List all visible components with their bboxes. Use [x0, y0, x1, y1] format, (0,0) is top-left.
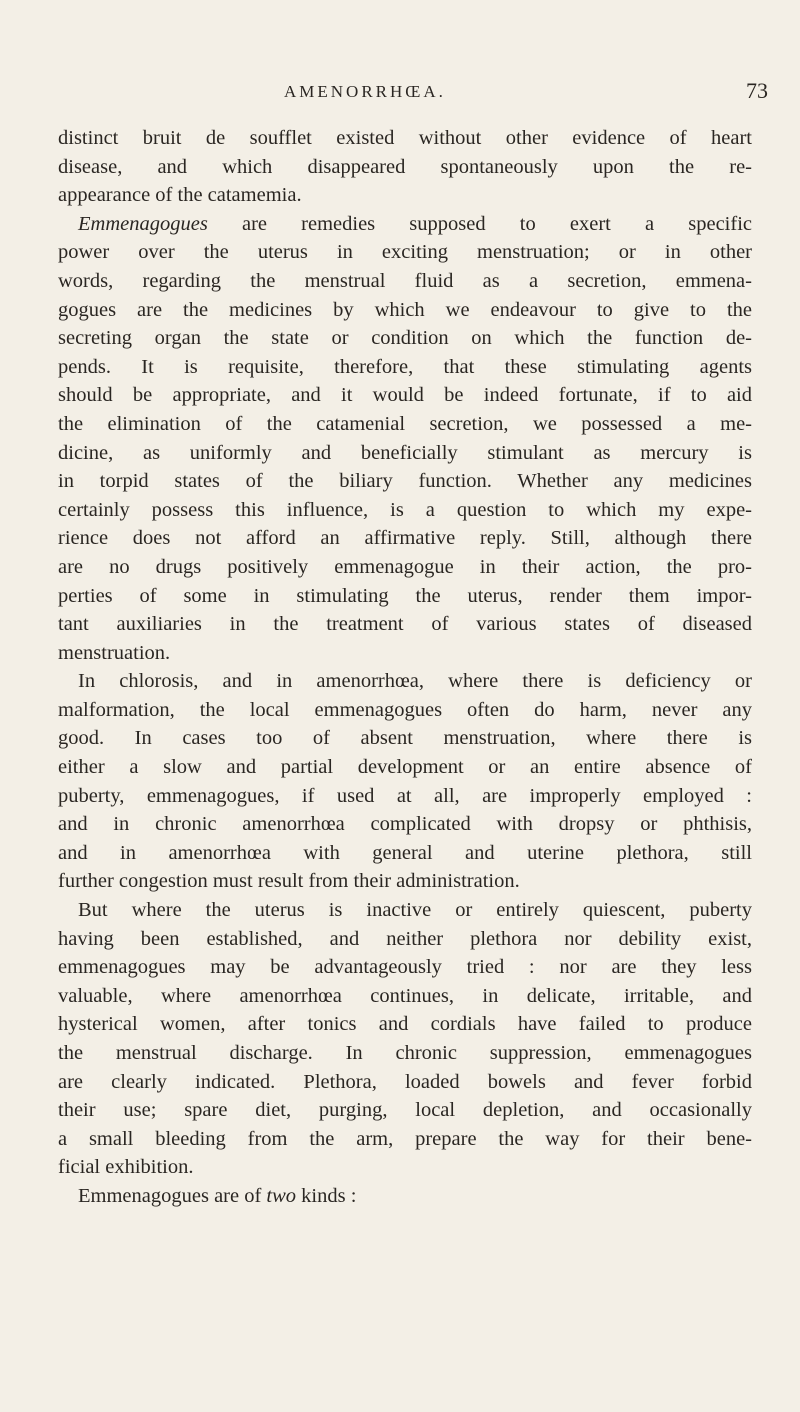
- text-line: the menstrual discharge. In chronic suppression, emmenagogues: [58, 1042, 752, 1064]
- text-fragment: remedies supposed to exert a specific: [301, 212, 752, 235]
- text-line: and in amenorrhœa with general and uterine plethora, still: [58, 841, 752, 864]
- text-line: gogues are the medicines by which we endeavour to give to the: [58, 298, 752, 321]
- text-line: further congestion must result from their administration.: [58, 870, 520, 893]
- text-word: are: [241, 212, 267, 235]
- text-line: appearance of the catamemia.: [58, 184, 302, 207]
- body-text: [58, 124, 752, 1211]
- text-line: a small bleeding from the arm, prepare the way for their bene-: [58, 1127, 752, 1150]
- text-line: secreting organ the state or condition on which the function de-: [58, 327, 752, 350]
- text-line: perties of some in stimulating the uterus, render them impor-: [58, 584, 752, 607]
- text-line: hysterical women, after tonics and cordials have failed to produce: [58, 1013, 752, 1036]
- text-line: disease, and which disappeared spontaneously upon the re-: [58, 155, 752, 178]
- text-line: should be appropriate, and it would be indeed fortunate, if to aid: [58, 384, 752, 407]
- text-line: pends. It is requisite, therefore, that these stimulating agents: [58, 355, 752, 378]
- text-line: malformation, the local emmenagogues often do harm, never any: [58, 698, 752, 721]
- text-line: are clearly indicated. Plethora, loaded bowels and fever forbid: [58, 1070, 752, 1093]
- text-line: having been established, and neither plethora nor debility exist,: [58, 927, 752, 950]
- text-line: distinct bruit de soufflet existed without other evidence of heart: [58, 127, 752, 149]
- text-line: But where the uterus is inactive or entirely quiescent, puberty: [78, 899, 752, 922]
- text-line: the elimination of the catamenial secretion, we possessed a me-: [58, 412, 752, 435]
- text-line: are no drugs positively emmenagogue in their action, the pro-: [58, 555, 752, 578]
- text-line: [58, 1182, 752, 1211]
- text-line: in torpid states of the biliary function. Whether any medicines: [58, 470, 752, 493]
- text-line: words, regarding the menstrual fluid as a secretion, emmena-: [58, 269, 752, 292]
- text-line: dicine, as uniformly and beneficially stimulant as mercury is: [58, 441, 752, 464]
- text-line: emmenagogues may be advantageously tried : nor are they less: [58, 956, 752, 979]
- text-fragment: Emmenagogues are of: [78, 1184, 262, 1207]
- text-line: ficial exhibition.: [58, 1156, 194, 1179]
- text-line: either a slow and partial development or an entire absence of: [58, 756, 752, 779]
- text-fragment: kinds :: [301, 1184, 357, 1207]
- text-line: tant auxiliaries in the treatment of various states of diseased: [58, 613, 752, 636]
- running-title: AMENORRHŒA.: [284, 82, 446, 101]
- text-line: In chlorosis, and in amenorrhœa, where there is deficiency or: [78, 670, 752, 693]
- text-line: certainly possess this influence, is a question to which my expe-: [58, 498, 752, 521]
- text-line: valuable, where amenorrhœa continues, in delicate, irritable, and: [58, 984, 752, 1007]
- text-line: good. In cases too of absent menstruation, where there is: [58, 727, 752, 750]
- text-line: rience does not afford an affirmative reply. Still, although there: [58, 527, 752, 550]
- text-line: menstruation.: [58, 641, 171, 664]
- text-line: power over the uterus in exciting menstruation; or in other: [58, 241, 752, 264]
- text-line: puberty, emmenagogues, if used at all, are improperly employed :: [58, 784, 752, 807]
- text-line: and in chronic amenorrhœa complicated with dropsy or phthisis,: [58, 813, 752, 836]
- page-number: 73: [746, 78, 768, 103]
- text-line: their use; spare diet, purging, local depletion, and occasionally: [58, 1099, 752, 1122]
- italic-word: two: [266, 1184, 297, 1207]
- text-line: [58, 210, 752, 239]
- italic-term: Emmenagogues: [78, 212, 208, 235]
